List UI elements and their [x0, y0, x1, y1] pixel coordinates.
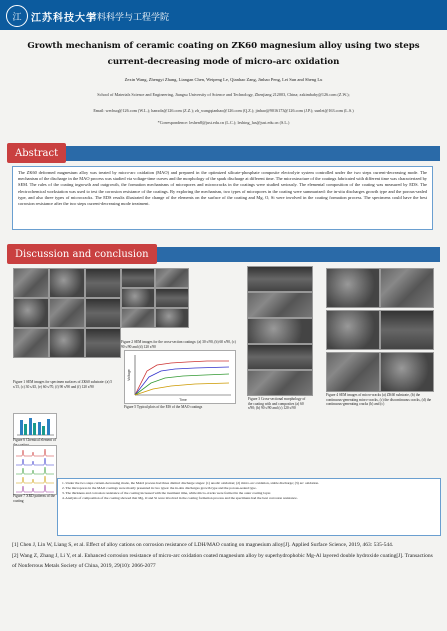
sem-image: [380, 352, 434, 392]
poster-title-line-1: Growth mechanism of ceramic coating on ZK60 magnesium alloy using two steps: [27, 41, 420, 51]
sem-image: [247, 344, 313, 370]
figure-3-caption: Figure 3 Cross-sectional morphology of the coating with and composites (a) 60 s/90; (b) 90 s/90 and (c) 120 s/90: [248, 397, 306, 411]
sem-image: [326, 310, 380, 350]
figure-1-caption: Figure 1 SEM images for specimen surfaces of ZK60 substrate: (a) 5 s/15, (c) 30 s/45, (e) 60 s/70, (f) 90 s/90 and (f) 120 s/90: [13, 380, 113, 389]
sem-image: [49, 268, 85, 298]
logo-glyph: 江: [12, 11, 22, 22]
discussion-point: 3. The thickness and corrosion resistance of the coating increased with the treatment time, while micro-cracks were formed in the outer coating layer.: [62, 491, 271, 495]
figure-6-caption: Figure 6 Chemical element of the coating: [13, 438, 56, 447]
affiliation: School of Materials Science and Engineering, Jiangsu University of Science and Technology, Zhenjiang 212003, China; zxkimbaby@126.com (Z.W.);: [97, 92, 350, 97]
eis-plot: [124, 350, 236, 404]
sem-image: [380, 310, 434, 350]
sem-image: [326, 352, 380, 392]
poster-title-line-2: current-decreasing mode of micro-arc oxidation: [107, 57, 340, 67]
correspondence: *Correspondence: leshen8@just.edu.cn (L.C.); leshing_lus@just.edu.cn (S.L.): [157, 120, 290, 125]
figure-7-caption: Figure 7 XRD patterns of the coating: [13, 494, 56, 503]
figure-4-caption: Figure 4 SEM images of micro-cracks (a) ZK60 substrate, (b) the continuous-generating micro-cracks, (c) the discontinuous cracks, (d) the continuous-generating cracks (b) and (c): [326, 393, 432, 407]
authors: Zexin Wang, Zhengyi Zhang, Liangan Chen, Weipeng Le, Qianhao Zang, Jinhao Peng, Lei Sun and Sheng Lu: [124, 77, 323, 82]
figure-2-caption: Figure 2 SEM images for the cross-section coatings: (a) 30 s/90, (b) 60 s/90, (c) 90 s/90 and (d) 120 s/90: [121, 340, 236, 349]
sem-image: [121, 308, 155, 328]
school-name: 材料科学与工程学院: [88, 12, 170, 22]
eis-x-label: Time: [179, 398, 187, 402]
sem-image: [155, 288, 189, 308]
xrd-plot: [13, 445, 57, 495]
sem-image: [85, 328, 121, 358]
sem-image: [247, 266, 313, 292]
university-logo: [6, 5, 28, 27]
reference-item: [2] Wang Z, Zhang J, Li Y, et al. Enhanced corrosion resistance of micro-arc oxidation coated magnesium alloy by superhydrophobic Mg-Al layered double hydroxide coating[J]. Transactions of Nonferrous Metals Society of China, 2019, 29(10): 2066-2077: [12, 552, 433, 569]
sem-image: [49, 328, 85, 358]
discussion-heading: Discussion and conclusion: [7, 244, 157, 264]
sem-image: [49, 298, 85, 328]
emails: Email: wechuq@126.com (W.L.); hanxdz@126.com (Z.Z.); zh_wangqianhao@126.com (Q.Z.); jinhao@9016173@126.com (J.P.); sunlei@163.com (L.S.): [93, 108, 354, 113]
abstract-heading: Abstract: [7, 143, 66, 163]
eis-y-label: Voltage: [127, 369, 131, 381]
reference-item: [1] Chen J, Lin W, Liang S, et al. Effect of alloy cations on corrosion resistance of LDH/MAO coating on magnesium alloy[J]. Applied Surface Science, 2019, 463: 535-544.: [12, 542, 394, 548]
discussion-box: [57, 478, 441, 536]
sem-image: [85, 268, 121, 298]
abstract-text: The ZK60 deformed magnesium alloy was treated by micro-arc oxidation (MAO) and prepared in the optimized silicate-phosphate composite electrolyte system controlled under the two steps current-decreasing mode. The mechanism of the discharge in the MAO process was studied via voltage-time curves and the morphology of the spark discharge at different time. The microstructure of the coatings fabricated with different time was characterized by SEM. The rules of the coating ingrowth and outgrowth, the formation mechanisms of micropores and microcracks in the coatings were studied seriously. The elemental composition of the coating was measured by EDS. The electrochemical workstation was used to test the corrosion resistance of the coatings. By exploring the mechanism, two types of micropores in the coating were summarized: the in-situ discharges growth type and the porous-sealed type, and also three types of microcracks. The EDS results illustrated the change of the elements on the surface of the coating and Mg, O, Si were involved in the coating formation process. The specimens could have the best corrosion resistance after the two steps current-decreasing mode treatment.: [12, 166, 433, 230]
university-name: 江苏科技大学: [31, 13, 97, 24]
discussion-point: 4. Analysis of composition of the coating showed that Mg, O and Si were involved in the coating formation process and the specimens had the best corrosion resistance.: [62, 496, 298, 500]
discussion-point: 1. Under the two steps current-decreasing mode, the MAO process had three distinct discharge stages: (1) anodic oxidation; (2) micro-arc oxidation, stable discharge; (3) arc oxidation.: [62, 481, 319, 485]
sem-image: [247, 292, 313, 318]
sem-image: [121, 268, 155, 288]
sem-image: [155, 308, 189, 328]
sem-image: [247, 370, 313, 396]
sem-image: [155, 268, 189, 288]
discussion-point: 2. The micropores in the MAO coatings were mostly presented in two types: the in-situ discharges growth type and the porous-sealed type.: [62, 486, 257, 490]
header-banner: [0, 0, 447, 30]
abstract-bar: [7, 146, 440, 161]
figure-5-caption: Figure 5 Typical plots of the EIS of the MAO coatings: [124, 405, 203, 409]
sem-image: [13, 268, 49, 298]
sem-image: [13, 298, 49, 328]
sem-image: [13, 328, 49, 358]
sem-image: [121, 288, 155, 308]
sem-image: [380, 268, 434, 308]
sem-image: [326, 268, 380, 308]
references: [12, 540, 437, 572]
sem-image: [85, 298, 121, 328]
sem-image: [247, 318, 313, 344]
element-bar-chart: [13, 413, 57, 439]
